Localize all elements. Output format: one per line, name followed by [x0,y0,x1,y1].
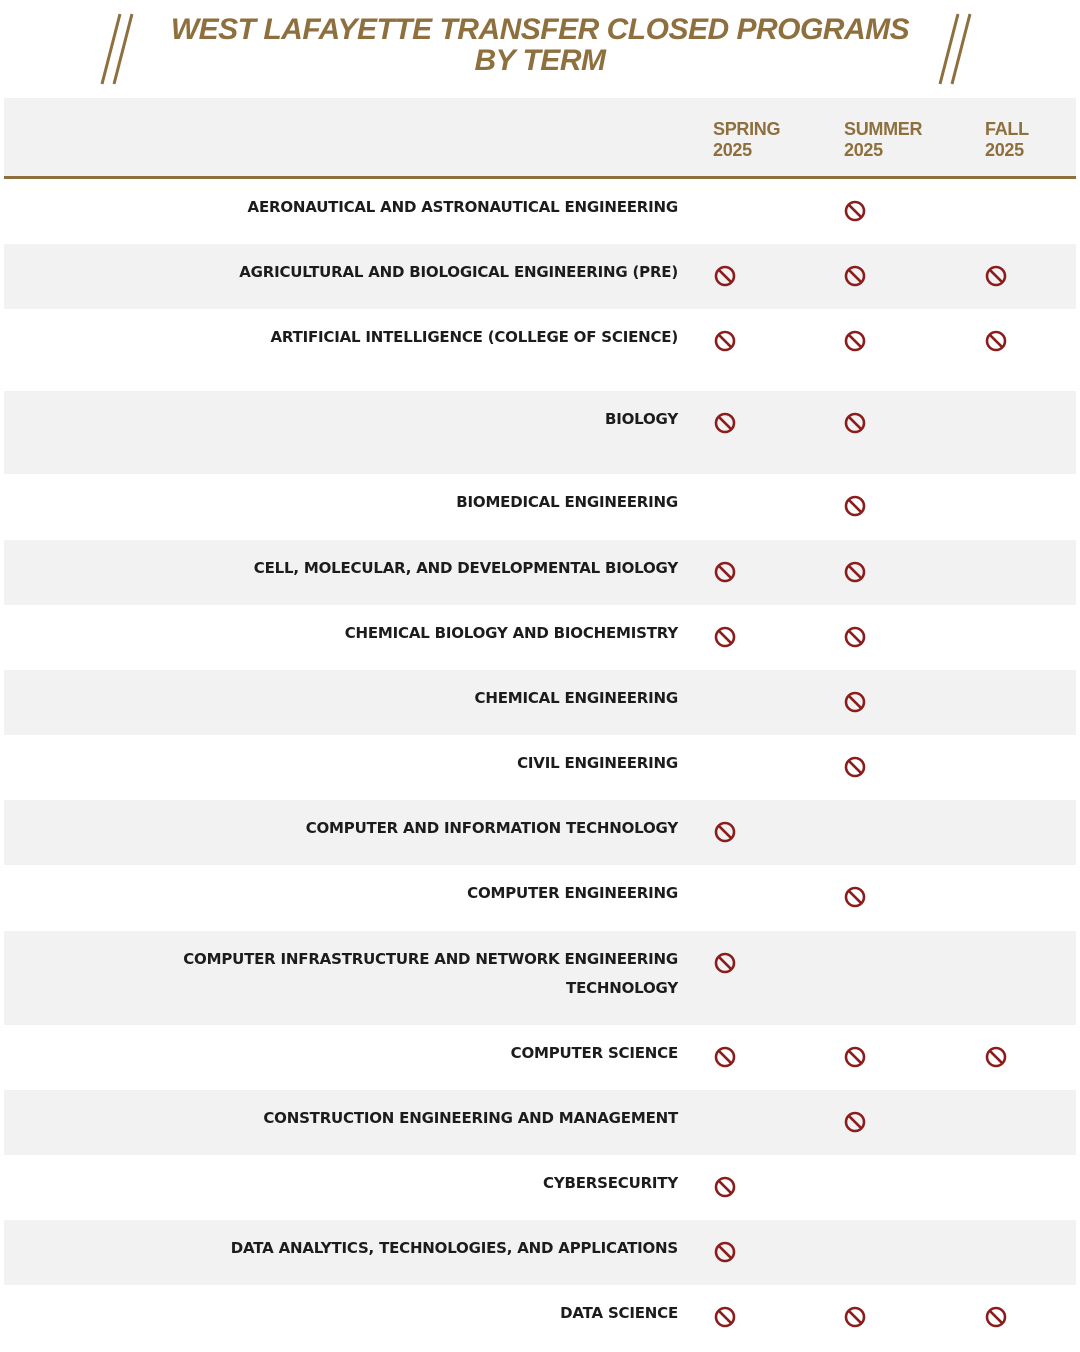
program-name: ARTIFICIAL INTELLIGENCE (COLLEGE OF SCIENCE) [270,328,678,346]
table-row [4,735,1076,800]
table-row [4,1025,1076,1090]
table-header [4,98,1076,179]
prohibited-icon [714,1176,736,1198]
table-row [4,931,1076,1025]
table-row [4,605,1076,670]
column-header-summer: SUMMER 2025 [844,119,923,160]
prohibited-icon [714,626,736,648]
program-name: BIOMEDICAL ENGINEERING [456,493,678,511]
program-name: CHEMICAL BIOLOGY AND BIOCHEMISTRY [344,624,678,642]
table-row [4,1220,1076,1285]
table-row [4,309,1076,391]
double-slash-decoration [98,12,138,86]
table-row [4,474,1076,540]
column-header-fall: FALL 2025 [985,119,1029,160]
prohibited-icon [714,1046,736,1068]
prohibited-icon [844,495,866,517]
program-name: COMPUTER AND INFORMATION TECHNOLOGY [305,819,678,837]
prohibited-icon [985,1306,1007,1328]
program-name: COMPUTER ENGINEERING [467,884,678,902]
program-name: COMPUTER SCIENCE [510,1044,678,1062]
program-name: DATA ANALYTICS, TECHNOLOGIES, AND APPLICATIONS [230,1239,678,1257]
table-row [4,865,1076,931]
program-name: AERONAUTICAL AND ASTRONAUTICAL ENGINEERING [247,198,678,216]
column-header-spring: SPRING 2025 [713,119,781,160]
program-name: COMPUTER INFRASTRUCTURE AND NETWORK ENGINEERING TECHNOLOGY [183,950,678,997]
program-name: CIVIL ENGINEERING [517,754,678,772]
program-name: CYBERSECURITY [543,1174,678,1192]
table-row [4,244,1076,309]
program-name: CONSTRUCTION ENGINEERING AND MANAGEMENT [263,1109,678,1127]
prohibited-icon [844,1046,866,1068]
table-row [4,540,1076,605]
double-slash-decoration [936,12,976,86]
prohibited-icon [714,330,736,352]
program-name: DATA SCIENCE [560,1304,678,1322]
prohibited-icon [714,821,736,843]
prohibited-icon [844,886,866,908]
prohibited-icon [844,1306,866,1328]
closed-programs-table [4,98,1076,1349]
prohibited-icon [844,561,866,583]
program-name: AGRICULTURAL AND BIOLOGICAL ENGINEERING (PRE) [239,263,678,281]
title-banner [0,0,1080,96]
prohibited-icon [985,265,1007,287]
program-name: CELL, MOLECULAR, AND DEVELOPMENTAL BIOLOGY [253,559,678,577]
prohibited-icon [844,756,866,778]
prohibited-icon [714,952,736,974]
prohibited-icon [844,1111,866,1133]
prohibited-icon [714,1241,736,1263]
prohibited-icon [844,200,866,222]
prohibited-icon [844,412,866,434]
table-row [4,670,1076,735]
table-row [4,1155,1076,1220]
table-row [4,1285,1076,1349]
table-row [4,800,1076,865]
prohibited-icon [714,412,736,434]
program-name: CHEMICAL ENGINEERING [474,689,678,707]
prohibited-icon [985,330,1007,352]
prohibited-icon [844,691,866,713]
prohibited-icon [985,1046,1007,1068]
table-row [4,1090,1076,1155]
prohibited-icon [844,626,866,648]
table-body [4,179,1076,1349]
program-name: BIOLOGY [605,410,678,428]
prohibited-icon [714,1306,736,1328]
prohibited-icon [714,265,736,287]
prohibited-icon [714,561,736,583]
table-row [4,179,1076,244]
prohibited-icon [844,265,866,287]
table-row [4,391,1076,474]
page-title: WEST LAFAYETTE TRANSFER CLOSED PROGRAMS BY TERM [170,13,910,77]
prohibited-icon [844,330,866,352]
